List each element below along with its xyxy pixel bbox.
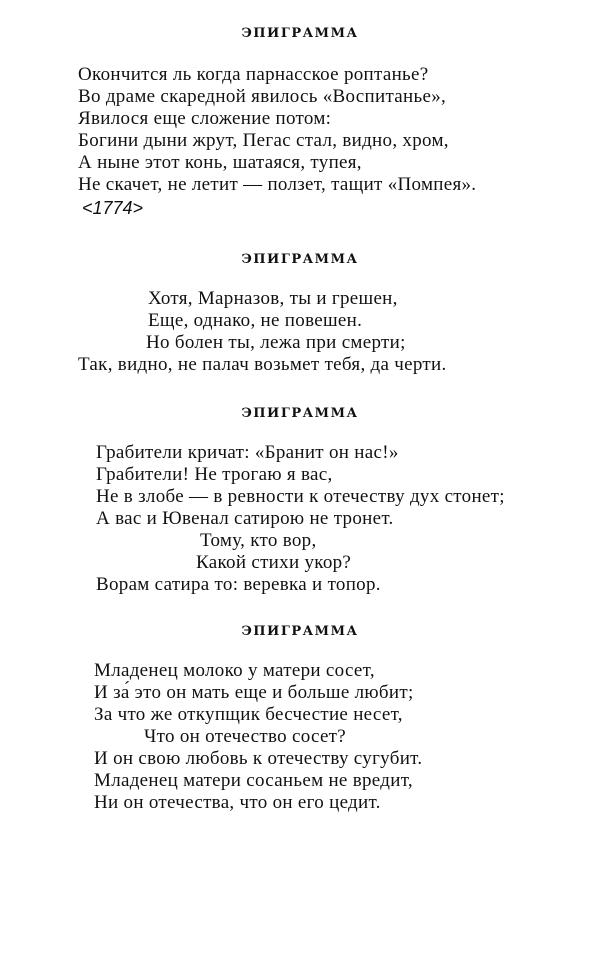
poem-2-line-1: Хотя, Марназов, ты и грешен, [148,288,398,309]
poem-1-line-2: Во драме скаредной явилось «Воспитанье», [78,86,447,107]
poem-3-title: ЭПИГРАММА [241,406,359,421]
poem-3-line-5: Тому, кто вор, [200,530,317,551]
poem-1-line-3: Явилося еще сложение потом: [78,108,332,129]
poem-1-line-5: А ныне этот конь, шатаяся, тупея, [78,152,362,173]
poem-4-line-5: И он свою любовь к отечеству сугубит. [94,748,423,769]
poem-4-line-4: Что он отечество сосет? [144,726,347,747]
poem-4-line-3: За что же откупщик бесчестие несет, [94,704,403,725]
poem-3-line-2: Грабители! Не трогаю я вас, [96,464,333,485]
poem-3-line-1: Грабители кричат: «Бранит он нас!» [96,442,399,463]
poem-2-title: ЭПИГРАММА [241,252,359,267]
poem-2-line-2: Еще, однако, не повешен. [148,310,363,331]
poem-2-line-4: Так, видно, не палач возьмет тебя, да черти. [78,354,447,375]
poem-3-line-7: Ворам сатира то: веревка и топор. [96,574,381,595]
poem-2-line-3: Но болен ты, лежа при смерти; [146,332,406,353]
poem-3-line-4: А вас и Ювенал сатирою не тронет. [96,508,394,529]
poem-1-line-6: Не скачет, не летит — ползет, тащит «Помпея». [78,174,477,195]
poem-1-title: ЭПИГРАММА [241,26,359,41]
poem-4-line-2: И за́ это он мать еще и больше любит; [94,682,414,703]
poem-3-line-6: Какой стихи укор? [196,552,352,573]
poem-1-line-4: Богини дыни жрут, Пегас стал, видно, хром, [78,130,449,151]
poem-3-line-3: Не в злобе — в ревности к отечеству дух стонет; [96,486,505,507]
poem-4-line-1: Младенец молоко у матери сосет, [94,660,375,681]
poem-1-line-1: Окончится ль когда парнасское роптанье? [78,64,429,85]
poem-1-date: <1774> [82,198,144,218]
poem-4-line-7: Ни он отечества, что он его цедит. [94,792,381,813]
poem-4-title: ЭПИГРАММА [241,624,359,639]
poem-4-line-6: Младенец матери сосаньем не вредит, [94,770,413,791]
